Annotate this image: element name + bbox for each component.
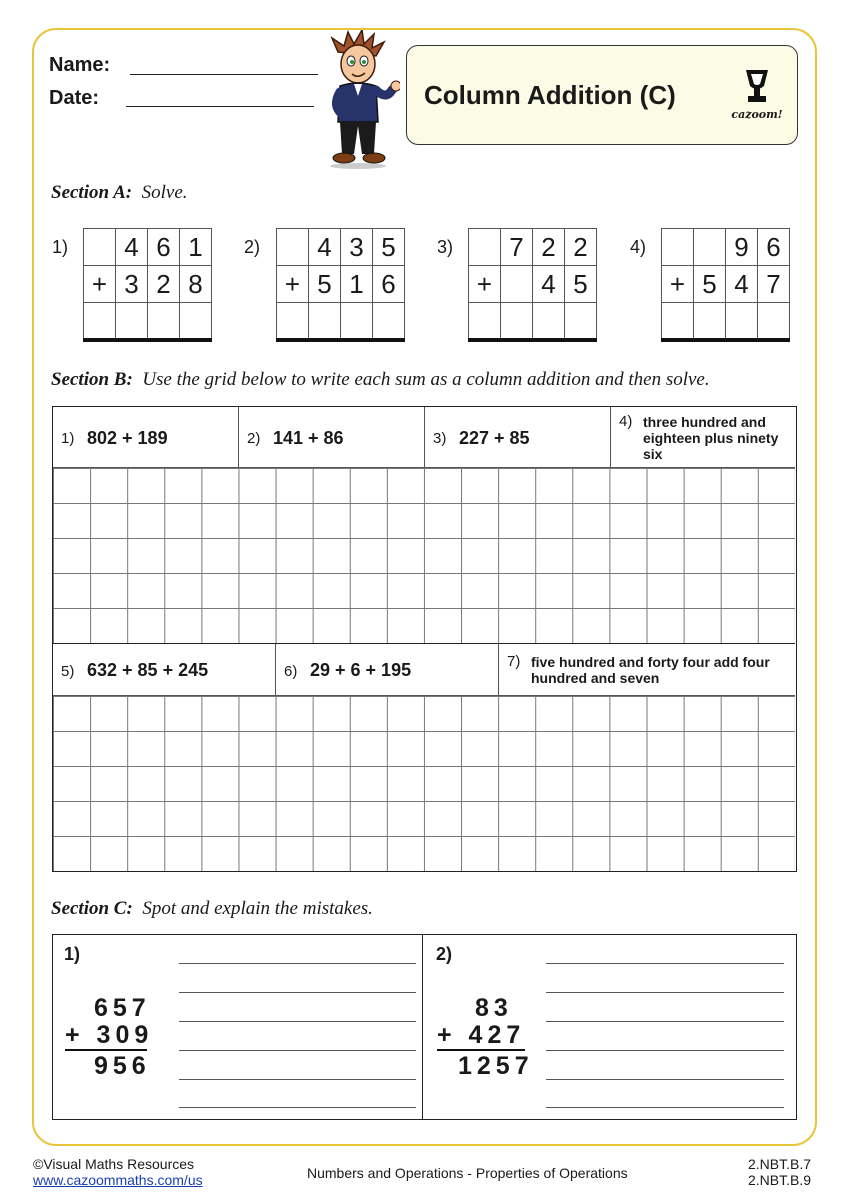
digit-cell: 5 [694, 266, 726, 303]
digit-cell [277, 229, 309, 266]
section-c-divider [422, 935, 423, 1119]
section-a-q2-number: 2) [244, 237, 261, 257]
question-expression: 802 + 189 [87, 428, 168, 448]
addition-grid-4 [661, 228, 790, 342]
answer-cell[interactable] [148, 303, 180, 340]
section-b-heading: Section B: [51, 369, 133, 390]
sum-underline [437, 1049, 525, 1051]
name-label: Name: [49, 54, 111, 76]
digit-cell: + [469, 266, 501, 303]
question-expression: 227 + 85 [459, 428, 530, 448]
digit-cell: 1 [341, 266, 373, 303]
digit-cell [501, 266, 533, 303]
answer-cell[interactable] [662, 303, 694, 340]
section-c-instruction: Spot and explain the mistakes. [142, 898, 373, 919]
footer-standard-1: 2.NBT.B.7 [748, 1156, 812, 1172]
section-c-q1-number: 1) [64, 944, 81, 964]
digit-cell: 9 [726, 229, 758, 266]
section-a-title [51, 182, 188, 204]
date-field[interactable] [126, 106, 314, 107]
digit-cell: + [84, 266, 116, 303]
section-b-q1 [53, 407, 239, 468]
trophy-icon [742, 68, 772, 106]
digit-cell: 5 [309, 266, 341, 303]
digit-cell: 5 [565, 266, 597, 303]
section-a-q3-number: 3) [437, 237, 454, 257]
section-a-instruction: Solve. [141, 182, 188, 203]
working-grid-bottom[interactable] [53, 696, 795, 871]
date-label: Date: [49, 87, 100, 109]
name-field[interactable] [130, 74, 318, 75]
digit-cell: 5 [373, 229, 405, 266]
explanation-line[interactable] [179, 1050, 416, 1051]
section-c-q2-line1: 83 [475, 994, 513, 1022]
question-number: 1) [61, 430, 75, 447]
question-number: 3) [433, 430, 447, 447]
digit-cell [84, 229, 116, 266]
explanation-line[interactable] [179, 963, 416, 964]
digit-cell: 3 [341, 229, 373, 266]
answer-cell[interactable] [694, 303, 726, 340]
section-c-q2-answer: 1257 [458, 1052, 534, 1080]
section-c-title [51, 898, 373, 920]
section-b-title [51, 369, 710, 391]
addition-grid-1 [83, 228, 212, 342]
digit-cell: 2 [565, 229, 597, 266]
digit-cell: 6 [373, 266, 405, 303]
title-box [406, 45, 798, 145]
question-number: 4) [619, 413, 633, 430]
answer-cell[interactable] [758, 303, 790, 340]
question-expression: 29 + 6 + 195 [310, 660, 412, 680]
digit-cell: 4 [116, 229, 148, 266]
answer-cell[interactable] [565, 303, 597, 340]
digit-cell: + [277, 266, 309, 303]
section-c-box [52, 934, 797, 1120]
digit-cell [694, 229, 726, 266]
explanation-line[interactable] [546, 1021, 784, 1022]
question-words: five hundred and forty four add four hundred and seven [531, 654, 770, 686]
answer-cell[interactable] [277, 303, 309, 340]
digit-cell: 6 [148, 229, 180, 266]
logo-text: cazoom! [731, 108, 783, 121]
section-c-q1-line2: + 309 [65, 1021, 154, 1049]
section-a-q4-number: 4) [630, 237, 647, 257]
explanation-line[interactable] [546, 1050, 784, 1051]
explanation-line[interactable] [179, 1021, 416, 1022]
question-number: 5) [61, 663, 75, 680]
explanation-line[interactable] [546, 1107, 784, 1108]
question-expression: 632 + 85 + 245 [87, 660, 209, 680]
explanation-line[interactable] [179, 1079, 416, 1080]
footer-copyright: ©Visual Maths Resources [33, 1156, 195, 1172]
section-b-q6 [276, 644, 499, 696]
answer-cell[interactable] [180, 303, 212, 340]
worksheet-title: Column Addition (C) [424, 80, 676, 110]
answer-cell[interactable] [309, 303, 341, 340]
section-c-q2-line2: + 427 [437, 1021, 526, 1049]
digit-cell [662, 229, 694, 266]
section-c-q1-answer: 956 [94, 1052, 151, 1080]
digit-cell: 2 [148, 266, 180, 303]
digit-cell: 7 [501, 229, 533, 266]
section-b-grid [52, 406, 797, 872]
digit-cell: 4 [533, 266, 565, 303]
footer-standard-2: 2.NBT.B.9 [748, 1172, 812, 1188]
question-number: 2) [247, 430, 261, 447]
answer-cell[interactable] [341, 303, 373, 340]
digit-cell: 7 [758, 266, 790, 303]
sum-underline [65, 1049, 147, 1051]
section-b-q7 [499, 644, 795, 696]
answer-cell[interactable] [116, 303, 148, 340]
section-b-instruction: Use the grid below to write each sum as a column addition and then solve. [142, 369, 710, 390]
digit-cell: 3 [116, 266, 148, 303]
digit-cell: 8 [180, 266, 212, 303]
explanation-line[interactable] [179, 992, 416, 993]
addition-grid-2 [276, 228, 405, 342]
boy-mascot-illustration [318, 30, 400, 170]
digit-cell: 2 [533, 229, 565, 266]
question-words: three hundred and eighteen plus ninety six [643, 414, 779, 462]
working-grid-top[interactable] [53, 468, 795, 643]
footer-topic: Numbers and Operations - Properties of Operations [307, 1165, 628, 1181]
section-c-q1-line1: 657 [94, 994, 151, 1022]
question-number: 6) [284, 663, 298, 680]
section-b-q3 [425, 407, 611, 468]
section-b-q4 [611, 407, 795, 468]
explanation-line[interactable] [546, 1079, 784, 1080]
explanation-line[interactable] [179, 1107, 416, 1108]
section-a-heading: Section A: [51, 182, 133, 203]
section-b-q5 [53, 644, 276, 696]
section-a-q1-number: 1) [52, 237, 69, 257]
cazoom-logo [727, 68, 787, 124]
answer-cell[interactable] [84, 303, 116, 340]
explanation-line[interactable] [546, 963, 784, 964]
answer-cell[interactable] [373, 303, 405, 340]
section-c-heading: Section C: [51, 898, 133, 919]
explanation-line[interactable] [546, 992, 784, 993]
digit-cell [469, 229, 501, 266]
answer-cell[interactable] [533, 303, 565, 340]
question-number: 7) [507, 653, 521, 670]
footer-website-link[interactable]: www.cazoommaths.com/us [33, 1172, 203, 1188]
question-expression: 141 + 86 [273, 428, 344, 448]
addition-grid-3 [468, 228, 597, 342]
digit-cell: 1 [180, 229, 212, 266]
section-c-q2-number: 2) [436, 944, 453, 964]
digit-cell: + [662, 266, 694, 303]
section-b-q2 [239, 407, 425, 468]
answer-cell[interactable] [501, 303, 533, 340]
digit-cell: 4 [309, 229, 341, 266]
digit-cell: 4 [726, 266, 758, 303]
answer-cell[interactable] [726, 303, 758, 340]
answer-cell[interactable] [469, 303, 501, 340]
digit-cell: 6 [758, 229, 790, 266]
